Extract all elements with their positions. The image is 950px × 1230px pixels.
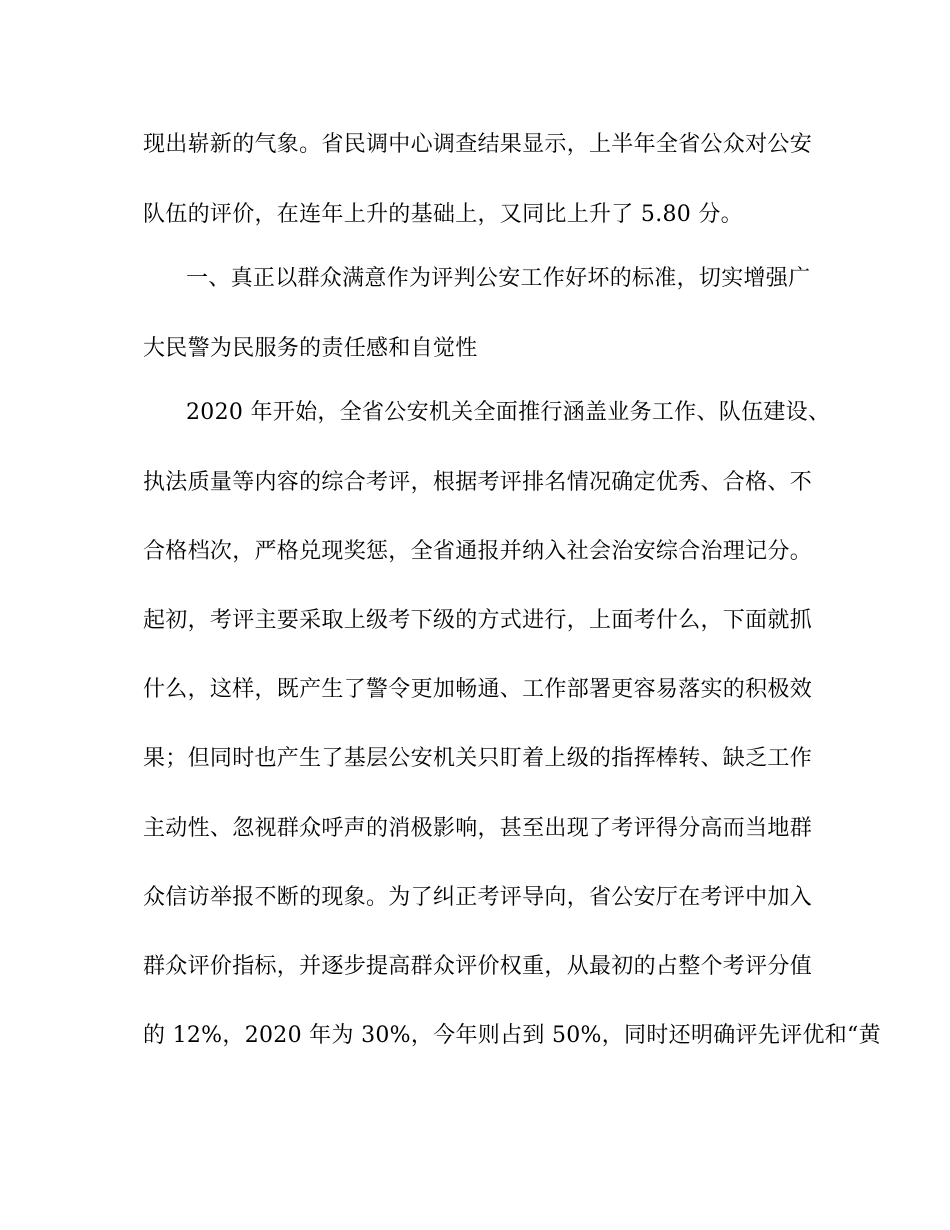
text-line-8: 起初，考评主要采取上级考下级的方式进行，上面考什么，下面就抓 <box>143 608 813 633</box>
text-line-12: 众信访举报不断的现象。为了纠正考评导向，省公安厅在考评中加入 <box>143 885 813 910</box>
text-line-10: 果；但同时也产生了基层公安机关只盯着上级的指挥棒转、缺乏工作 <box>143 746 813 771</box>
text-line-14: 的 12%，2020 年为 30%，今年则占到 50%，同时还明确评先评优和“黄 <box>143 1023 881 1048</box>
text-line-5: 2020 年开始，全省公安机关全面推行涵盖业务工作、队伍建设、 <box>186 400 831 425</box>
text-line-11: 主动性、忽视群众呼声的消极影响，甚至出现了考评得分高而当地群 <box>143 816 813 841</box>
text-line-6: 执法质量等内容的综合考评，根据考评排名情况确定优秀、合格、不 <box>143 470 813 495</box>
section-heading-line-2: 大民警为民服务的责任感和自觉性 <box>143 336 478 361</box>
text-line-1: 现出崭新的气象。省民调中心调查结果显示，上半年全省公众对公安 <box>143 132 813 157</box>
text-line-13: 群众评价指标，并逐步提高群众评价权重，从最初的占整个考评分值 <box>143 954 813 979</box>
text-line-7: 合格档次，严格兑现奖惩，全省通报并纳入社会治安综合治理记分。 <box>143 539 813 564</box>
text-line-2: 队伍的评价，在连年上升的基础上，又同比上升了 5.80 分。 <box>143 202 743 227</box>
text-line-9: 什么，这样，既产生了警令更加畅通、工作部署更容易落实的积极效 <box>143 677 813 702</box>
section-heading-line-1: 一、真正以群众满意作为评判公安工作好坏的标准，切实增强广 <box>186 266 811 291</box>
